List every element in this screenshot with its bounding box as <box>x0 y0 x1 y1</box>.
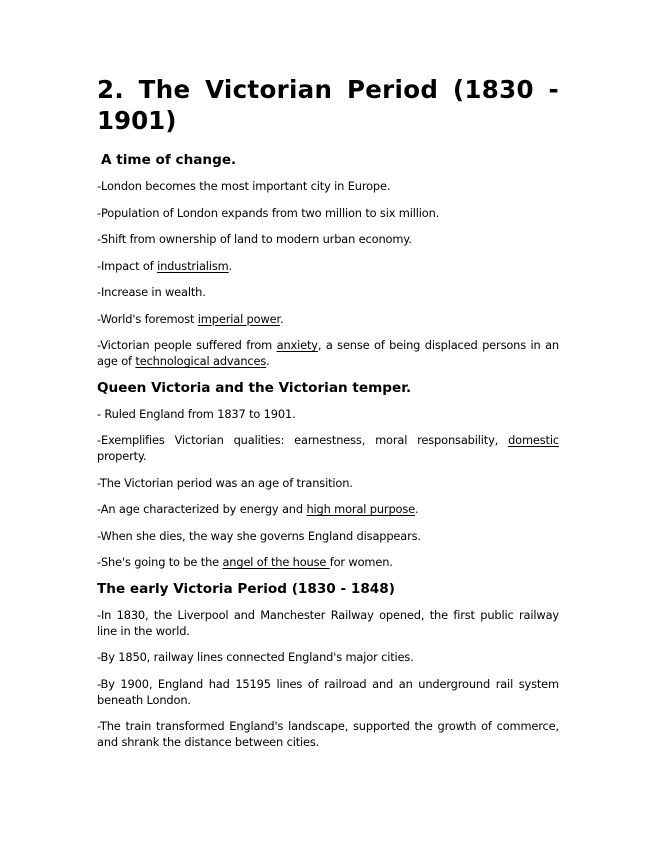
paragraph: -When she dies, the way she governs England disappears. <box>97 528 421 543</box>
title-line-2: 1901) <box>97 106 177 135</box>
text-run: -She's going to be the <box>97 555 223 569</box>
paragraph: -By 1900, England had 15195 lines of railroad and an underground rail system beneath London. <box>97 676 559 707</box>
paragraph: -London becomes the most important city in Europe. <box>97 179 391 193</box>
paragraph <box>97 432 559 464</box>
paragraph <box>97 501 559 517</box>
text-run: -World's foremost <box>97 311 198 326</box>
paragraph: -Population of London expands from two million to six million. <box>97 205 440 220</box>
text-run: -An age characterized by energy and <box>97 502 307 516</box>
underlined-term: industrialism <box>157 258 229 273</box>
underlined-term: high moral purpose <box>306 502 415 516</box>
paragraph: - Ruled England from 1837 to 1901. <box>97 406 296 421</box>
title-line-1: 2. The Victorian Period (1830 - <box>97 75 559 104</box>
text-run: . <box>279 311 284 326</box>
text-run: property. <box>97 449 147 463</box>
text-run: -Victorian people suffered from <box>97 338 277 352</box>
underlined-term: technological advances <box>135 354 267 368</box>
paragraph <box>97 337 559 369</box>
text-run: for women. <box>329 555 393 569</box>
text-run: . <box>266 354 270 368</box>
paragraph: -The Victorian period was an age of transition. <box>97 475 353 490</box>
underlined-term: angel of the house <box>222 555 330 569</box>
underlined-term: domestic <box>508 433 559 447</box>
document-page <box>97 74 559 761</box>
section-heading-early-victorian-period: The early Victoria Period (1830 - 1848) <box>97 580 395 597</box>
page-title <box>97 74 559 136</box>
paragraph: -By 1850, railway lines connected England's major cities. <box>97 650 414 664</box>
paragraph <box>97 258 559 274</box>
text-run: . <box>228 258 233 273</box>
paragraph: -Shift from ownership of land to modern urban economy. <box>97 232 412 246</box>
paragraph: -Increase in wealth. <box>97 285 206 299</box>
section-heading-time-of-change: A time of change. <box>101 152 237 168</box>
paragraph <box>97 311 559 327</box>
text-run: . <box>414 502 419 516</box>
paragraph <box>97 554 559 570</box>
text-run: -Impact of <box>97 258 158 273</box>
text-run: , a sense of being displaced persons in an age of <box>97 338 559 368</box>
text-run: -Exemplifies Victorian qualities: earnestness, moral responsability, <box>97 433 509 447</box>
section-heading-queen-victoria: Queen Victoria and the Victorian temper. <box>97 379 412 396</box>
underlined-term: imperial power <box>197 311 280 326</box>
paragraph: -In 1830, the Liverpool and Manchester Railway opened, the first public railway line in the world. <box>97 607 559 638</box>
underlined-term: anxiety <box>276 338 318 352</box>
paragraph: -The train transformed England's landscape, supported the growth of commerce, and shrank the distance between cities. <box>97 719 559 749</box>
